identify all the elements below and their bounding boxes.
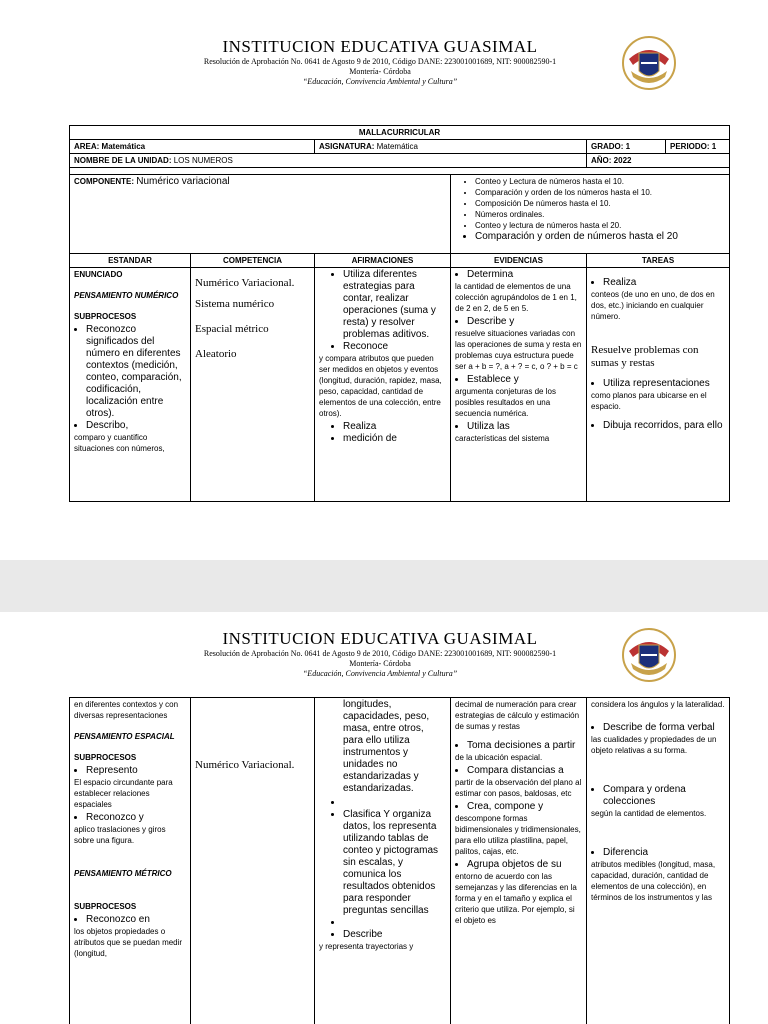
componente-cell: COMPONENTE: Numérico variacional <box>70 175 451 254</box>
tareas-cell: considera los ángulos y la lateralidad. • Describe de forma verbal las cualidades y propiedades de un objeto relativas a su forma. • Compara y ordena colecciones según la cantidad de elementos. • Diferencia atributos medibles (longitud, masa, capacidad, duración, cantidad de elementos de una colección), en términos de los instrumentos y las <box>587 698 730 1024</box>
page-header <box>130 629 630 679</box>
topic-item: • Comparación y orden de los números hasta el 10. <box>475 187 725 198</box>
city-line: Montería- Córdoba <box>349 659 411 668</box>
competencia-cell: Numérico Variacional. <box>191 698 315 1024</box>
estandar-cell: ENUNCIADO PENSAMIENTO NUMÉRICO SUBPROCESOS • Reconozco significados del número en diferentes contextos (medición, conteo, comparación, codificación, localización entre otros). • Describo, comparo y cuantifico situaciones con números, <box>70 268 191 502</box>
school-crest-logo <box>621 35 677 91</box>
asignatura-cell: ASIGNATURA: Matemática <box>315 140 587 154</box>
grado-label: GRADO: 1 <box>587 140 666 153</box>
page-header <box>130 37 630 87</box>
motto-line: “Educación, Convivencia Ambiental y Cultura” <box>302 77 458 86</box>
institution-name: INSTITUCION EDUCATIVA GUASIMAL <box>222 37 538 56</box>
page-gap <box>0 560 768 612</box>
institution-name: INSTITUCION EDUCATIVA GUASIMAL <box>222 629 538 648</box>
topic-item: • Números ordinales. <box>475 209 725 220</box>
motto-line: “Educación, Convivencia Ambiental y Cultura” <box>302 669 458 678</box>
col-header-estandar: ESTANDAR <box>70 254 191 268</box>
school-crest-logo <box>621 627 677 683</box>
resolution-line: Resolución de Aprobación No. 0641 de Agosto 9 de 2010, Código DANE: 223001001689, NIT: 900082590-1 <box>203 649 557 658</box>
col-header-competencia: COMPETENCIA <box>191 254 315 268</box>
periodo-label: PERIODO: 1 <box>670 142 717 151</box>
estandar-cell: en diferentes contextos y con diversas representaciones PENSAMIENTO ESPACIAL SUBPROCESOS • Represento El espacio circundante para establecer relaciones espaciales • Reconozco y aplico traslaciones y giros sobre una figura. PENSAMIENTO MÉTRICO SUBPROCESOS • Reconozco en los objetos propiedades o atributos que se puedan medir (longitud, <box>70 698 191 1024</box>
col-header-evidencias: EVIDENCIAS <box>451 254 587 268</box>
col-header-tareas: TAREAS <box>587 254 730 268</box>
evidencias-cell: decimal de numeración para crear estrategias de cálculo y estimación de sumas y restas • Toma decisiones a partir de la ubicación espacial. • Compara distancias a partir de la observación del plano al estimar con pasos, baldosas, etc • Crea, compone y descompone formas bidimensionales y tridimensionales, para ello utiliza plastilina, papel, palitos, cajas, etc. • Agrupa objetos de su entorno de acuerdo con las semejanzas y las diferencias en la forma y en el tamaño y explica el criterio que utiliza. Por ejemplo, si el objeto es <box>451 698 587 1024</box>
afirmaciones-cell: longitudes, capacidades, peso, masa, entre otros, para ello utiliza instrumentos y unidades no estandarizadas y estandarizadas. • • Clasifica Y organiza datos, los representa utilizando tablas de conteo y pictogramas sin escalas, y comunica los resultados obtenidos para responder preguntas sencillas • • Describe y representa trayectorias y <box>315 698 451 1024</box>
topic-item: • Conteo y Lectura de números hasta el 10. <box>475 176 725 187</box>
topic-item: • Composición De números hasta el 10. <box>475 198 725 209</box>
col-header-afirmaciones: AFIRMACIONES <box>315 254 451 268</box>
topic-item: • Comparación y orden de números hasta el 20 <box>475 231 725 243</box>
evidencias-cell: • Determina la cantidad de elementos de una colección agrupándolos de 1 en 1, de 2 en 2, de 5 en 5. • Describe y resuelve situaciones variadas con las operaciones de suma y resta en problemas cuya estructura puede ser a + b = ?, a + ? = c, o ? + b = c • Establece y argumenta conjeturas de los posibles resultados en una secuencia numérica. • Utiliza las características del sistema <box>451 268 587 502</box>
anio-cell: AÑO: 2022 <box>587 154 730 168</box>
city-line: Montería- Córdoba <box>349 67 411 76</box>
resolution-line: Resolución de Aprobación No. 0641 de Agosto 9 de 2010, Código DANE: 223001001689, NIT: 900082590-1 <box>203 57 557 66</box>
topics-cell <box>451 175 730 254</box>
topic-item: • Conteo y lectura de números hasta el 20. <box>475 220 725 231</box>
curriculum-table-1 <box>69 125 730 502</box>
unidad-cell: NOMBRE DE LA UNIDAD: LOS NUMEROS <box>70 154 587 168</box>
table-title: MALLACURRICULAR <box>70 126 730 140</box>
grado-periodo-cell <box>587 140 730 154</box>
document-page-2 <box>0 612 768 1024</box>
tareas-cell: • Realiza conteos (de uno en uno, de dos en dos, etc.) iniciando en cualquier número. Resuelve problemas con sumas y restas • Utiliza representaciones como planos para ubicarse en el espacio. • Dibuja recorridos, para ello <box>587 268 730 502</box>
curriculum-table-2 <box>69 697 730 1024</box>
competencia-cell: Numérico Variacional. Sistema numérico Espacial métrico Aleatorio <box>191 268 315 502</box>
area-cell: AREA: Matemática <box>70 140 315 154</box>
afirmaciones-cell: • Utiliza diferentes estrategias para contar, realizar operaciones (suma y resta) y resolver problemas aditivos. • Reconoce y compara atributos que pueden ser medidos en objetos y eventos (longitud, duración, rapidez, masa, peso, capacidad, cantidad de elementos de una colección, entre otros). • Realiza • medición de <box>315 268 451 502</box>
